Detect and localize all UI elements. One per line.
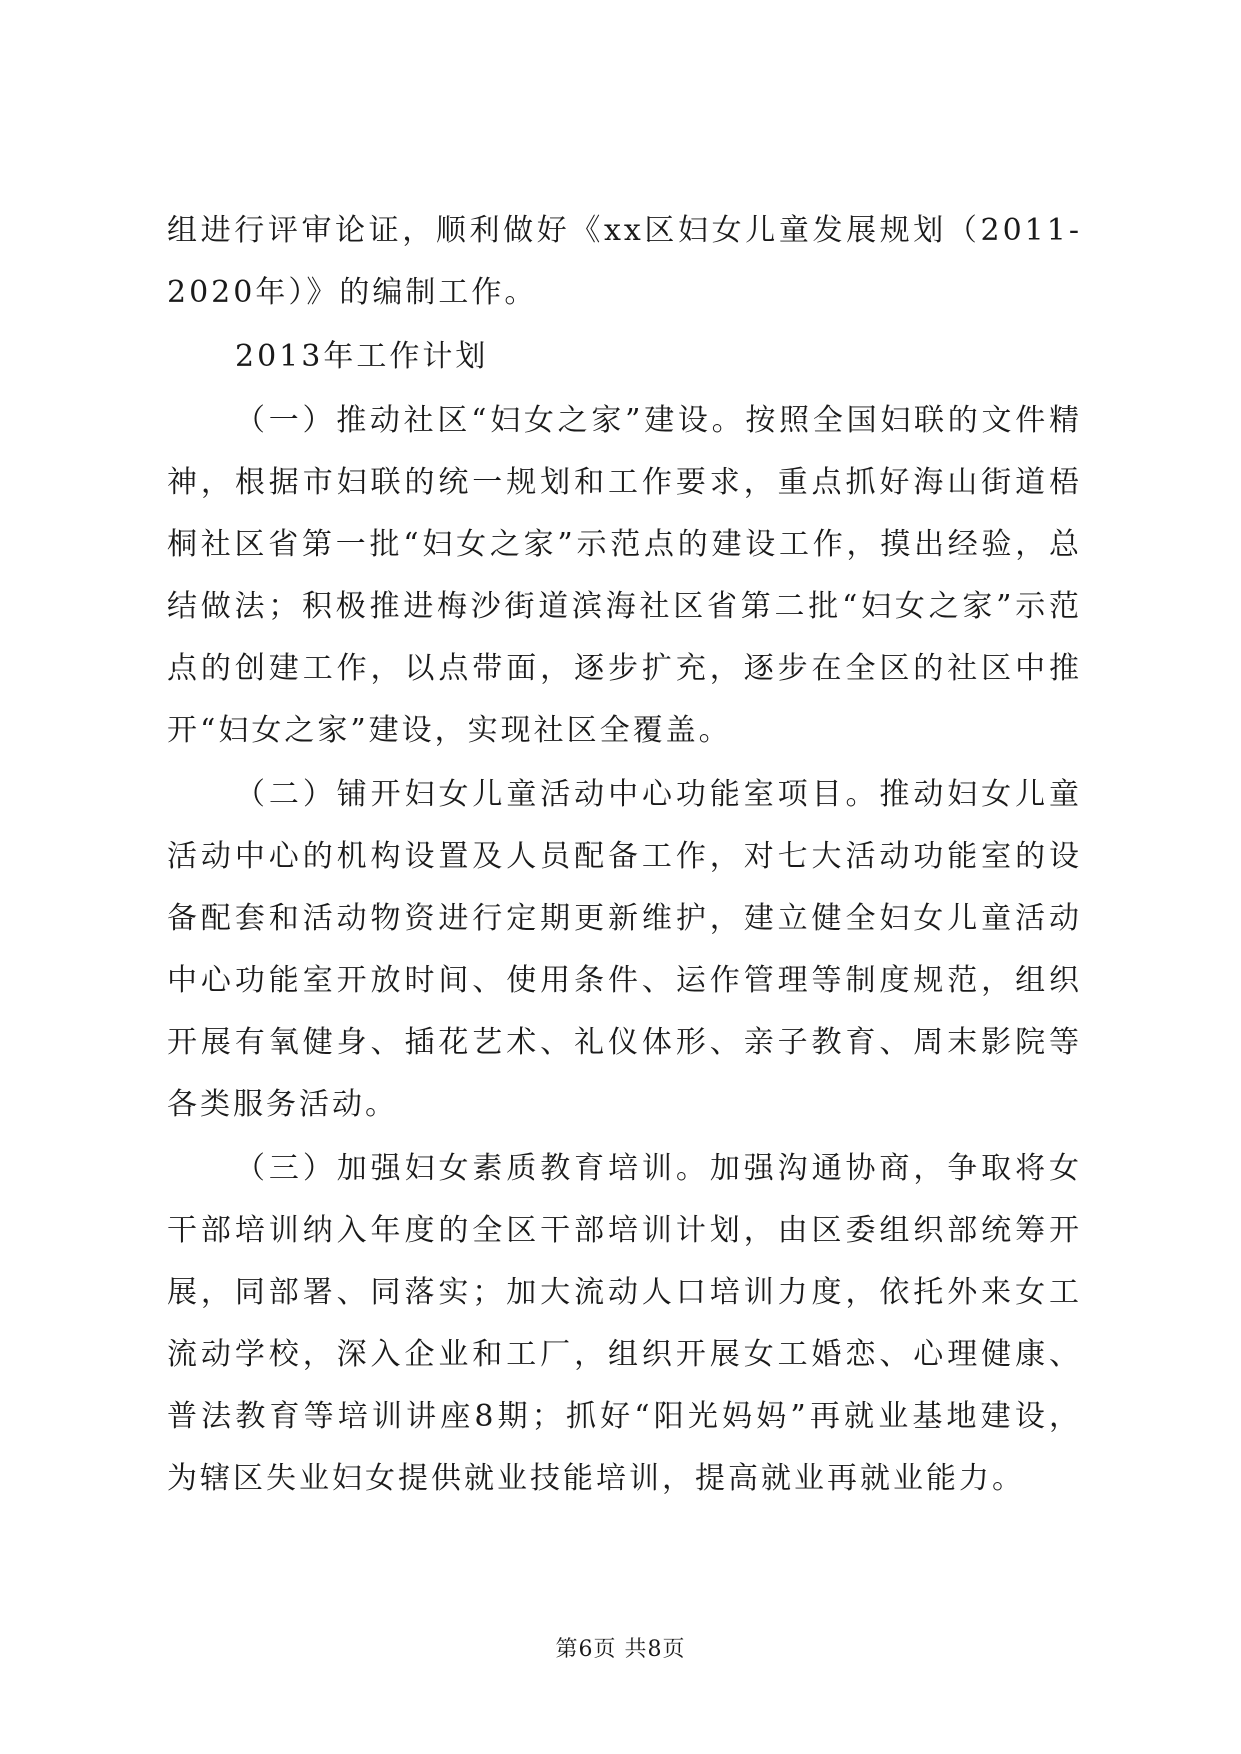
paragraph-item-2: （二）铺开妇女儿童活动中心功能室项目。推动妇女儿童活动中心的机构设置及人员配备工作，对七大活动功能室的设备配套和活动物资进行定期更新维护，建立健全妇女儿童活动中心功能室开放时间、使用条件、运作管理等制度规范，组织开展有氧健身、插花艺术、礼仪体形、亲子教育、周末影院等各类服务活动。: [167, 777, 1082, 1122]
page-footer: 第6页 共8页: [555, 1637, 686, 1662]
paragraph-continuation: 组进行评审论证，顺利做好《xx区妇女儿童发展规划（2011-2020年）》的编制工作。: [167, 213, 1082, 310]
document-body: [167, 200, 1082, 1510]
paragraph-item-1: （一）推动社区“妇女之家”建设。按照全国妇联的文件精神，根据市妇联的统一规划和工作要求，重点抓好海山街道梧桐社区省第一批“妇女之家”示范点的建设工作，摸出经验，总结做法；积极推进梅沙街道滨海社区省第二批“妇女之家”示范点的创建工作，以点带面，逐步扩充，逐步在全区的社区中推开“妇女之家”建设，实现社区全覆盖。: [167, 403, 1082, 748]
section-heading-2013-plan: 2013年工作计划: [235, 339, 489, 374]
paragraph-item-3: （三）加强妇女素质教育培训。加强沟通协商，争取将女干部培训纳入年度的全区干部培训计划，由区委组织部统筹开展，同部署、同落实；加大流动人口培训力度，依托外来女工流动学校，深入企业和工厂，组织开展女工婚恋、心理健康、普法教育等培训讲座8期；抓好“阳光妈妈”再就业基地建设，为辖区失业妇女提供就业技能培训，提高就业再就业能力。: [167, 1151, 1082, 1496]
